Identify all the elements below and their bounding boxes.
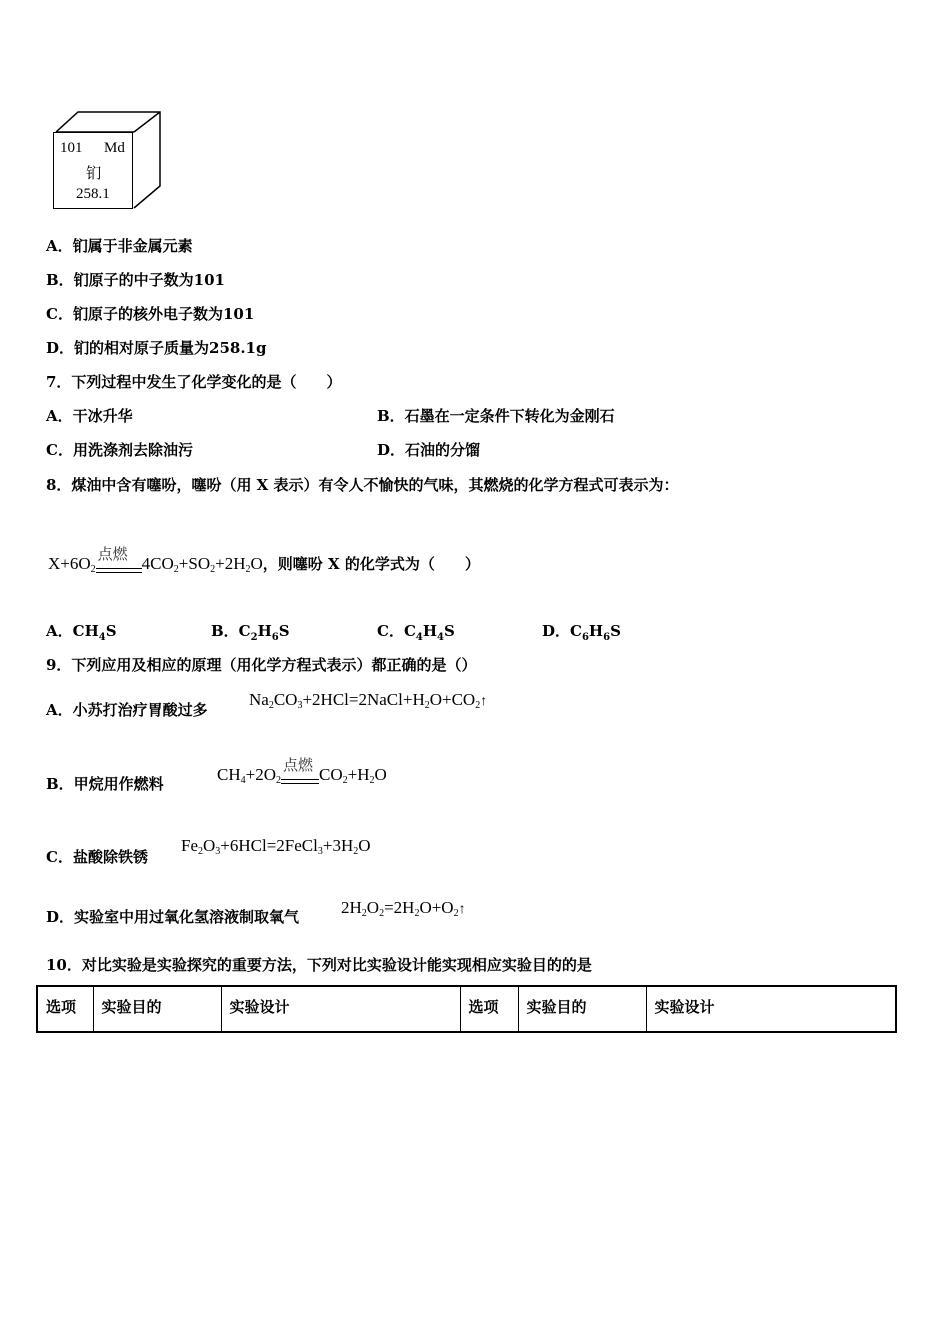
q9-equation-d: $2H_2O_2=2H_2O+O_2↑$ (341, 898, 466, 919)
q10-table (36, 985, 897, 1033)
q7-option-d: D．石油的分馏 (377, 441, 481, 459)
element-name: 钔 (86, 164, 102, 182)
table-header-cell: 选项 (37, 986, 93, 1032)
q7-option-a: A．干冰升华 (46, 407, 133, 425)
table-header-cell: 实验目的 (518, 986, 646, 1032)
q9-equation-b: $CH_4+2O_2$ 点燃 $CO_2+H_2O$ (217, 764, 387, 792)
q6-option-c: C．钔原子的核外电子数为101 (46, 305, 255, 323)
q9-stem: 9．下列应用及相应的原理（用化学方程式表示）都正确的是（） (46, 656, 477, 674)
q9-option-d-label: D．实验室中用过氧化氢溶液制取氧气 (46, 908, 300, 926)
q9-option-b-label: B．甲烷用作燃料 (46, 775, 164, 793)
element-front-face (53, 132, 133, 209)
table-header-cell: 实验设计 (221, 986, 460, 1032)
q6-option-d: D．钔的相对原子质量为258.1g (46, 339, 267, 357)
atomic-number: 101 (60, 140, 83, 156)
q8-option-d: D．$C_6H_6S$ (542, 622, 621, 643)
element-card (50, 108, 160, 212)
table-header-cell: 实验目的 (93, 986, 221, 1032)
q6-option-a: A．钔属于非金属元素 (46, 237, 193, 255)
table-header-cell: 选项 (460, 986, 518, 1032)
q8-reaction-arrow: 点燃 (96, 559, 142, 581)
q9-equation-a: $Na_2CO_3+2HCl=2NaCl+H_2O+CO_2↑$ (249, 690, 488, 711)
q8-option-c: C．$C_4H_4S$ (377, 622, 455, 643)
q10-stem: 10．对比实验是实验探究的重要方法，下列对比实验设计能实现相应实验目的的是 (46, 956, 592, 974)
q8-question-tail: ，则噻吩 X 的化学式为（ ） (262, 555, 480, 573)
table-header-cell: 实验设计 (646, 986, 896, 1032)
q9-equation-c: $Fe_2O_3+6HCl=2FeCl_3+3H_2O$ (181, 836, 371, 857)
q8-option-b: B．$C_2H_6S$ (211, 622, 290, 643)
q6-option-b: B．钔原子的中子数为101 (46, 271, 225, 289)
q7-option-c: C．用洗涤剂去除油污 (46, 441, 193, 459)
q8-equation-line (48, 545, 480, 581)
q9-option-a-label: A．小苏打治疗胃酸过多 (46, 701, 208, 719)
element-symbol: Md (104, 140, 125, 156)
q8-stem: 8．煤油中含有噻吩，噻吩（用 X 表示）有令人不愉快的气味，其燃烧的化学方程式可表示为： (46, 476, 679, 494)
q8-equation: $X+6O_2$ 点燃 $4CO_2+SO_2+2H_2O$ (48, 554, 263, 573)
q7-stem: 7．下列过程中发生了化学变化的是（ ） (46, 373, 342, 391)
q9-option-c-label: C．盐酸除铁锈 (46, 848, 148, 866)
table-header-row (37, 986, 896, 1032)
q7-option-b: B．石墨在一定条件下转化为金刚石 (377, 407, 615, 425)
q9-b-reaction-arrow: 点燃 (281, 770, 319, 792)
atomic-mass: 258.1 (76, 186, 110, 202)
q8-option-a: A．$CH_4S$ (46, 622, 117, 643)
